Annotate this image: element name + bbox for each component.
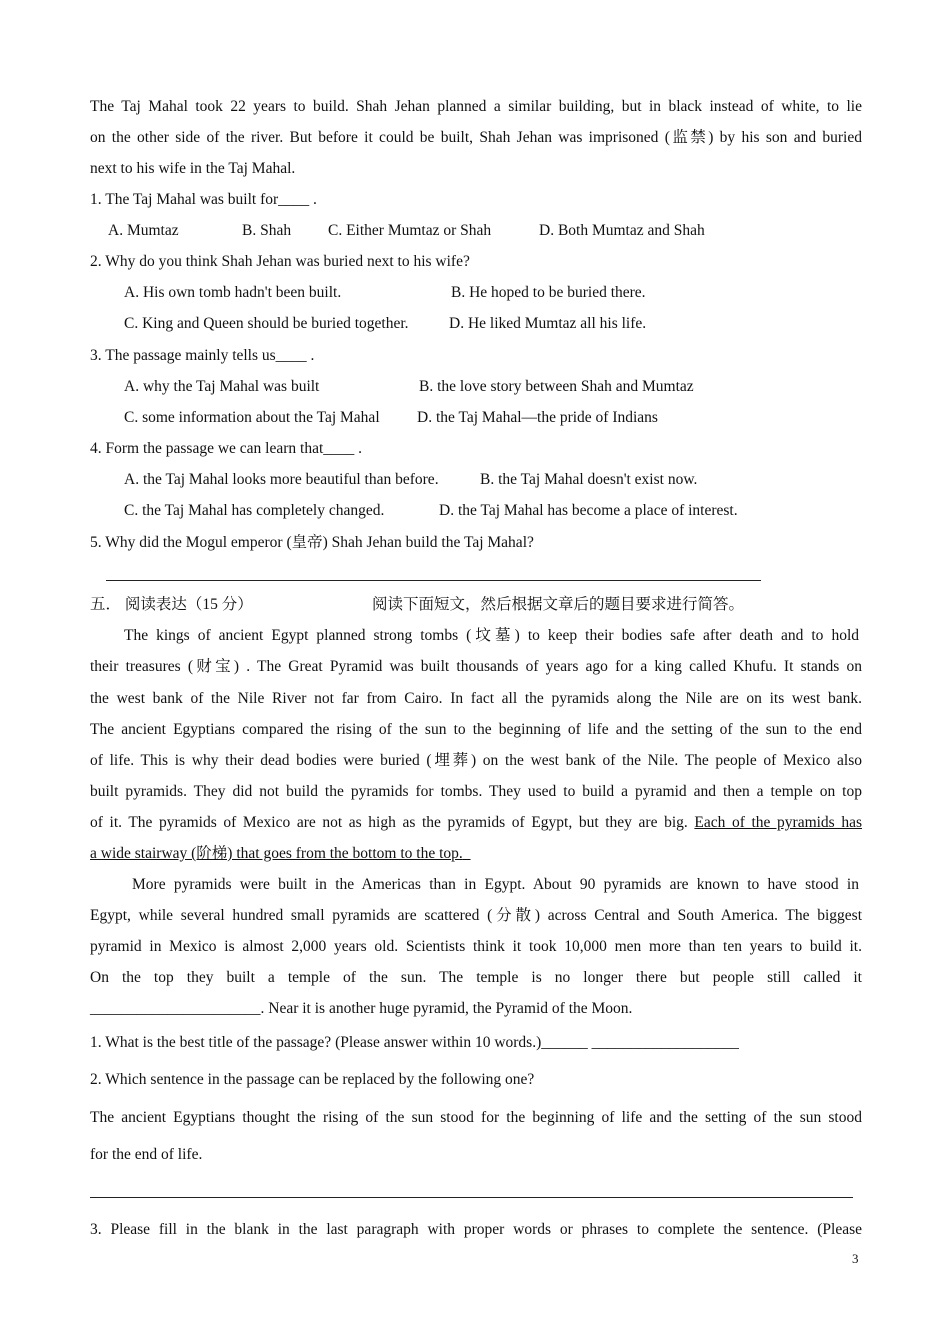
passage-line: next to his wife in the Taj Mahal.: [90, 160, 296, 177]
question-1-option-d: D. Both Mumtaz and Shah: [539, 222, 705, 239]
section5-question-2: 2. Which sentence in the passage can be replaced by the following one?: [90, 1071, 535, 1088]
paragraph-line: Egypt, while several hundred small pyramids are scattered (分散) across Central and South America. The biggest: [90, 907, 862, 924]
paragraph-line: of life. This is why their dead bodies were buried (埋葬) on the west bank of the Nile. The people of Mexico also: [90, 752, 862, 769]
question-4-option-a: A. the Taj Mahal looks more beautiful than before.: [124, 471, 439, 488]
underlined-sentence: Each of the pyramids has: [694, 814, 862, 831]
section5-question-1: 1. What is the best title of the passage? (Please answer within 10 words.)______ ___________________: [90, 1034, 739, 1051]
paragraph-line: More pyramids were built in the Americas than in Egypt. About 90 pyramids are known to have stood in: [132, 876, 859, 893]
paragraph-line: pyramid in Mexico is almost 2,000 years old. Scientists think it took 10,000 men more than ten years to build it.: [90, 938, 862, 955]
question-2-option-b: B. He hoped to be buried there.: [451, 284, 646, 301]
passage-line: The Taj Mahal took 22 years to build. Shah Jehan planned a similar building, but in black instead of white, to lie: [90, 98, 862, 115]
paragraph-line: On the top they built a temple of the sun. The temple is no longer there but people still called it: [90, 969, 862, 986]
question-2-stem: 2. Why do you think Shah Jehan was buried next to his wife?: [90, 253, 470, 270]
question-1-option-c: C. Either Mumtaz or Shah: [328, 222, 492, 239]
passage-line: on the other side of the river. But before it could be built, Shah Jehan was imprisoned (监禁) by his son and buried: [90, 129, 862, 146]
question-5-stem: 5. Why did the Mogul emperor (皇帝) Shah Jehan build the Taj Mahal?: [90, 534, 534, 551]
section-instruction: 阅读下面短文，然后根据文章后的题目要求进行简答。: [372, 596, 745, 613]
page-number: 3: [852, 1251, 859, 1266]
question-4-option-b: B. the Taj Mahal doesn't exist now.: [480, 471, 698, 488]
question-2-option-a: A. His own tomb hadn't been built.: [124, 284, 342, 301]
paragraph-line: [90, 844, 862, 864]
question-3-option-b: B. the love story between Shah and Mumtaz: [419, 378, 694, 395]
question-3-option-c: C. some information about the Taj Mahal: [124, 409, 380, 426]
quoted-sentence-line: The ancient Egyptians thought the rising of the sun stood for the beginning of life and the setting of the sun stood: [90, 1109, 862, 1126]
question-4-option-c: C. the Taj Mahal has completely changed.: [124, 502, 385, 519]
paragraph-line: The ancient Egyptians compared the rising of the sun to the beginning of life and the setting of the sun to the end: [90, 721, 862, 738]
answer-line[interactable]: [106, 580, 761, 581]
question-1-option-b: B. Shah: [242, 222, 292, 239]
paragraph-line: the west bank of the Nile River not far from Cairo. In fact all the pyramids along the Nile are on its west bank.: [90, 690, 862, 707]
paragraph-text: of it. The pyramids of Mexico are not as high as the pyramids of Egypt, but they are big.: [90, 814, 695, 831]
underlined-sentence: a wide stairway (阶梯) that goes from the bottom to the top.: [90, 845, 463, 862]
paragraph-line: ______________________. Near it is another huge pyramid, the Pyramid of the Moon.: [90, 1000, 633, 1017]
paragraph-line: [90, 813, 862, 833]
question-1-stem: 1. The Taj Mahal was built for____ .: [90, 191, 317, 208]
paragraph-line: their treasures (财宝) . The Great Pyramid was built thousands of years ago for a king called Khufu. It stands on: [90, 658, 862, 675]
section5-question-3: 3. Please fill in the blank in the last paragraph with proper words or phrases to complete the sentence. (Please: [90, 1221, 862, 1238]
paragraph-line: built pyramids. They did not build the pyramids for tombs. They used to build a pyramid and then a temple on top: [90, 783, 862, 800]
question-3-stem: 3. The passage mainly tells us____ .: [90, 347, 315, 364]
question-2-option-d: D. He liked Mumtaz all his life.: [449, 315, 647, 332]
question-4-stem: 4. Form the passage we can learn that____ .: [90, 440, 363, 457]
question-3-option-d: D. the Taj Mahal—the pride of Indians: [417, 409, 658, 426]
answer-line[interactable]: [90, 1197, 853, 1198]
paragraph-line: The kings of ancient Egypt planned strong tombs (坟墓) to keep their bodies safe after death and to hold: [124, 627, 859, 644]
question-2-option-c: C. King and Queen should be buried together.: [124, 315, 409, 332]
quoted-sentence-line: for the end of life.: [90, 1146, 203, 1163]
question-3-option-a: A. why the Taj Mahal was built: [124, 378, 320, 395]
question-1-option-a: A. Mumtaz: [108, 222, 179, 239]
section-heading: 五． 阅读表达（15 分）: [90, 596, 253, 613]
question-4-option-d: D. the Taj Mahal has become a place of interest.: [439, 502, 738, 519]
underline-tail: [463, 845, 471, 862]
